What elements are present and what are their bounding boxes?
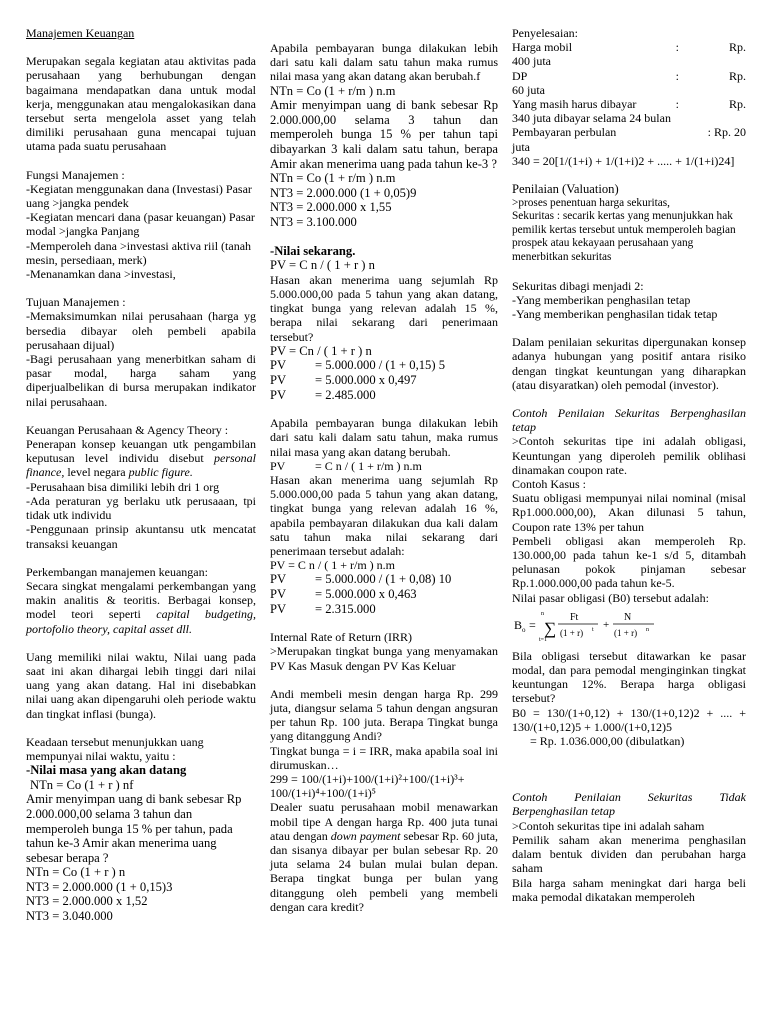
angsuran-equation: 340 = 20[1/(1+i) + 1/(1+i)2 + ..... + 1/(1+i)24] xyxy=(512,153,735,168)
formula-denominator-exp: n xyxy=(646,626,649,633)
apabila-paragraph: Apabila pembayaran bunga dilakukan lebih dari satu kali dalam satu tahun maka rumus nilai masa yang akan datang akan berubah.f xyxy=(270,41,498,84)
formula-denominator: (1 + r) xyxy=(560,627,584,638)
b0-result: = Rp. 1.036.000,00 (dibulatkan) xyxy=(530,734,685,749)
pv-m-formula: PV = C n / ( 1 + r/m ) n.m xyxy=(270,458,422,473)
perkembangan-title: Perkembangan manajemen keuangan: xyxy=(26,564,208,579)
nilai-sekarang-multi-section xyxy=(270,416,498,616)
bond-formula-graphic xyxy=(512,607,672,643)
sekuritas-dibagi-section xyxy=(512,279,746,322)
b0-calculation: B0 = 130/(1+0,12) + 130/(1+0,12)2 + .... + 130/(1+0,12)5 + 1.000/(1+0,12)5 xyxy=(512,705,746,734)
harga-value: 400 juta xyxy=(512,54,551,69)
dalam-penilaian-paragraph: Dalam penilaian sekuritas dipergunakan konsep adanya hubungan yang positif antara risiko dengan tingkat keuntungan yang diharapkan (atau disyaratkan) oleh pemodal (investor). xyxy=(512,335,746,392)
saham-paragraph-2: Bila harga saham meningkat dari harga beli maka pemodal dikatakan memperoleh xyxy=(512,875,746,904)
ns-calc-row: PV = 5.000.000 / (1 + 0,15) 5 xyxy=(270,358,445,373)
andi-example-2: Tingkat bunga = i = IRR, maka apabila soal ini dirumuskan… xyxy=(270,743,498,772)
valuation-definition: >proses penentuan harga sekuritas, xyxy=(512,196,670,209)
bulan-value: juta xyxy=(512,139,530,154)
contoh-tidak-tetap-title: Contoh Penilaian Sekuritas Tidak Berpenghasilan tetap xyxy=(512,790,746,819)
formula-sum-bottom: t=1 xyxy=(539,636,548,643)
formula-n: N xyxy=(624,611,632,623)
irr-example-section xyxy=(270,687,498,914)
calc-line: NT3 = 2.000.000 x 1,55 xyxy=(270,200,392,215)
column-3 xyxy=(512,26,746,904)
formula-denominator-exp: t xyxy=(592,626,594,633)
agency-paragraph: Penerapan konsep keuangan utk pengambilan keputusan level individu disebut personal finance, level negara public figure. xyxy=(26,437,256,480)
sekuritas-type-item: -Yang memberikan penghasilan tetap xyxy=(512,292,691,307)
sigma-icon: ∑ xyxy=(544,618,557,638)
dp-row: DP : Rp. xyxy=(512,68,746,83)
agency-item: -Perusahaan bisa dimiliki lebih dri 1 org xyxy=(26,479,220,494)
formula-equals: = xyxy=(529,617,536,632)
fungsi-item: -Menanamkan dana >investasi, xyxy=(26,267,176,282)
tujuan-title: Tujuan Manajemen : xyxy=(26,295,126,310)
ns2-calc-row: PV = 2.315.000 xyxy=(270,601,376,616)
perkembangan-paragraph: Secara singkat mengalami perkembangan yang makin analitis & teoritis. Berbagai konsep, model teori seperti capital budgeting, portofolio theory, capital asset dll. xyxy=(26,578,256,636)
ns-calc-row: PV = 5.000.000 x 0,497 xyxy=(270,372,417,387)
nmd-calc-line: NT3 = 3.040.000 xyxy=(26,909,113,924)
ns-formula: PV = C n / ( 1 + r ) n xyxy=(270,258,375,273)
irr-section xyxy=(270,630,498,673)
nilai-masa-depan-section xyxy=(26,735,256,924)
bond-valuation-formula xyxy=(512,607,746,643)
contoh-kasus-text-3: Nilai pasar obligasi (B0) tersebut adalah: xyxy=(512,590,709,605)
fungsi-title: Fungsi Manajemen : xyxy=(26,167,125,182)
dealer-paragraph: Dealer suatu perusahaan mobil menawarkan mobil tipe A dengan harga Rp. 400 juta tunai atau dengan down payment sebesar Rp. 60 juta, dan sisanya dibayar per bulan sebesar Rp. 20 juta selama 24 bulan mulai bulan depan. Berapa tingkat bunga per bulan yang ditanggung oleh pembeli yang membeli dengan cara kredit? xyxy=(270,800,499,914)
ns2-formula: PV = C n / ( 1 + r/m ) n.m xyxy=(270,558,395,573)
ns-title: -Nilai sekarang. xyxy=(270,243,356,258)
section-title-manajemen-keuangan: Manajemen Keuangan xyxy=(26,26,135,40)
column-1 xyxy=(26,26,256,924)
contoh-tidak-tetap-definition: >Contoh sekuritas tipe ini adalah saham xyxy=(512,818,705,833)
agency-section xyxy=(26,423,256,551)
andi-example: Andi membeli mesin dengan harga Rp. 299 juta, diangsur selama 5 tahun dengan angsuran per tahun Rp. 100 juta. Berapa Tingkat bunga yang ditanggung Andi? xyxy=(270,686,498,744)
contoh-kasus-title: Contoh Kasus : xyxy=(512,477,587,492)
ns-example: Hasan akan menerima uang sejumlah Rp 5.000.000,00 pada 5 tahun yang akan datang, tingkat bunga yang relevan adalah 15 %, berapa nilai sekarang dari penerimaan tersebut? xyxy=(270,272,498,344)
keadaan-text: Keadaan tersebut menunjukkan uang mempunyai nilai waktu, yaitu : xyxy=(26,734,204,763)
nmd-calc-line: NT3 = 2.000.000 (1 + 0,15)3 xyxy=(26,879,173,894)
sisa-value: 340 juta dibayar selama 24 bulan xyxy=(512,111,671,126)
apabila-paragraph-2: Apabila pembayaran bunga dilakukan lebih dari satu kali dalam satu tahun, maka rumus nilai masa yang akan datang berubah. xyxy=(270,416,498,459)
contoh-kasus-text: Suatu obligasi mempunyai nilai nominal (misal Rp1.000.000,00), Akan dilunasi 5 tahun, Coupon rate 13% per tahun xyxy=(512,491,746,534)
formula-sum-top: n xyxy=(541,610,544,617)
irr-definition: >Merupakan tingkat bunga yang menyamakan PV Kas Masuk dengan PV Kas Keluar xyxy=(270,644,498,673)
formula-denominator: (1 + r) xyxy=(614,627,638,638)
dp-value: 60 juta xyxy=(512,82,545,97)
agency-item: -Penggunaan prinsip akuntansu utk mencatat transaksi keuangan xyxy=(26,522,256,551)
sisa-row: Yang masih harus dibayar : Rp. xyxy=(512,97,746,112)
irr-equation: 299 = 100/(1+i)+100/(1+i)²+100/(1+i)³+ xyxy=(270,771,465,786)
ns2-calc-row: PV = 5.000.000 x 0,463 xyxy=(270,586,417,601)
nmd-calc-line: NT3 = 2.000.000 x 1,52 xyxy=(26,894,148,909)
fungsi-item: -Kegiatan menggunakan dana (Investasi) Pasar uang >jangka pendek xyxy=(26,181,252,211)
column-2 xyxy=(270,41,498,914)
tujuan-section xyxy=(26,295,256,409)
nilai-sekarang-section xyxy=(270,244,498,403)
harga-row: Harga mobil : Rp. xyxy=(512,40,746,55)
tujuan-item: -Memaksimumkan nilai perusahaan (harga yg bersedia dibayar oleh pembeli apabila perusahaan dijual) xyxy=(26,309,256,352)
ns-formula-2: PV = Cn / ( 1 + r ) n xyxy=(270,343,372,358)
nmd-formula: NTn = Co (1 + r ) nf xyxy=(30,777,134,792)
irr-title: Internal Rate of Return (IRR) xyxy=(270,630,412,645)
obligasi-section xyxy=(512,406,746,904)
irr-equation-cont: 100/(1+i)⁴+100/(1+i)⁵ xyxy=(270,786,376,801)
fungsi-item: -Memperoleh dana >investasi aktiva riil (tanah mesin, persediaan, merk) xyxy=(26,238,252,267)
formula-ntn-m: NTn = Co (1 + r/m ) n.m xyxy=(270,83,396,98)
nmd-calc-line: NTn = Co (1 + r ) n xyxy=(26,865,126,880)
contoh-kasus-text-2: Pembeli obligasi akan memperoleh Rp. 130.000,00 pada tahun ke-1 s/d 5, ditambah pelunasan pokok pinjaman sebesar Rp.1.000.000,00 pada tahun ke-5. xyxy=(512,533,746,591)
nmd-example: Amir menyimpan uang di bank sebesar Rp 2.000.000,00 selama 3 tahun dan memperoleh bunga 15 % per tahun, pada tahun ke-3 Amir akan menerima uang sebesar berapa ? xyxy=(26,792,242,865)
sekuritas-dibagi-title: Sekuritas dibagi menjadi 2: xyxy=(512,278,644,293)
formula-b-sub: o xyxy=(522,625,526,634)
valuation-section xyxy=(512,182,746,265)
intro-paragraph: Merupakan segala kegiatan atau aktivitas pada perusahaan yang berhubungan dengan bagaimana mendapatkan dana untuk modal kerja, menggunakan atau mengalokasikan dana tersebut serta mengelola asset yang telah dimiliki perusahaan guna mencapai tujuan utama pada suatu perusahaan xyxy=(26,54,256,154)
penyelesaian-section xyxy=(512,26,746,168)
agency-title: Keuangan Perusahaan & Agency Theory : xyxy=(26,422,229,437)
sekuritas-definition: Sekuritas : secarik kertas yang menunjukkan hak pemilik kertas tersebut untuk memperoleh bagian prospek atau kekayaan perusahaan yang menerbitkan sekuritas xyxy=(512,210,736,263)
saham-paragraph: Pemilik saham akan menerima penghasilan dalam bentuk dividen dan perubahan harga saham xyxy=(512,832,746,876)
calc-line: NT3 = 3.100.000 xyxy=(270,214,357,229)
penyelesaian-title: Penyelesaian: xyxy=(512,26,578,40)
example-amir: Amir menyimpan uang di bank sebesar Rp 2.000.000,00 selama 3 tahun dan memperoleh bunga 15 % per tahun tapi dibayarkan 3 kali dalam satu tahun, berapa Amir akan menerima uang pada tahun ke-3 ? xyxy=(270,98,498,171)
valuation-title: Penilaian (Valuation) xyxy=(512,182,619,197)
contoh-tetap-definition: >Contoh sekuritas tipe ini adalah obligasi, Keuntungan yang diperoleh pemilik oblihasi dinamakan coupon rate. xyxy=(512,434,746,477)
calc-line: NTn = Co (1 + r/m ) n.m xyxy=(270,171,396,186)
fungsi-section xyxy=(26,168,256,282)
formula-plus: + xyxy=(603,618,610,631)
tujuan-item: -Bagi perusahaan yang menerbitkan saham di pasar modal, harga saham yang diperjualbelikan di bursa merupakan indikator nilai perusahaan. xyxy=(26,352,256,409)
example-hasan-2: Hasan akan menerima uang sejumlah Rp 5.000.000,00 pada 5 tahun yang akan datang, tingkat bunga yang relevan adalah 16 %, apabila pembayaran dilakukan dua kali dalam satu tahun maka nilai sekarang dari penerimaan tersebut adalah: xyxy=(270,472,498,558)
calc-line: NT3 = 2.000.000 (1 + 0,05)9 xyxy=(270,185,417,200)
bulan-row: Pembayaran perbulan : Rp. 20 xyxy=(512,125,746,140)
bila-paragraph: Bila obligasi tersebut ditawarkan ke pasar modal, dan para pemodal menginginkan tingkat keuntungan 12%. Berapa harga obligasi tersebut? xyxy=(512,648,746,706)
agency-item: -Ada peraturan yg berlaku utk perusaaan, tpi tidak utk individu xyxy=(26,493,256,523)
ns2-calc-row: PV = 5.000.000 / (1 + 0,08) 10 xyxy=(270,572,452,587)
formula-b: B xyxy=(514,617,523,632)
ntn-multi-section xyxy=(270,41,498,230)
contoh-tetap-title: Contoh Penilaian Sekuritas Berpenghasilan tetap xyxy=(512,406,746,435)
nmd-title: -Nilai masa yang akan datang xyxy=(26,763,187,778)
fungsi-item: -Kegiatan mencari dana (pasar keuangan) Pasar modal >jangka Panjang xyxy=(26,210,255,239)
ns-calc-row: PV = 2.485.000 xyxy=(270,387,376,402)
uang-paragraph: Uang memiliki nilai waktu, Nilai uang pada saat ini akan dihargai lebih tinggi dari nilai uang yang akan datang. Hal ini disebabkan nilai uang akan dipengaruhi oleh periode waktu dan tingkat inflasi (bunga). xyxy=(26,649,256,721)
formula-ft: Ft xyxy=(570,611,579,623)
sekuritas-type-item: -Yang memberikan penghasilan tidak tetap xyxy=(512,307,718,321)
perkembangan-section xyxy=(26,565,256,636)
